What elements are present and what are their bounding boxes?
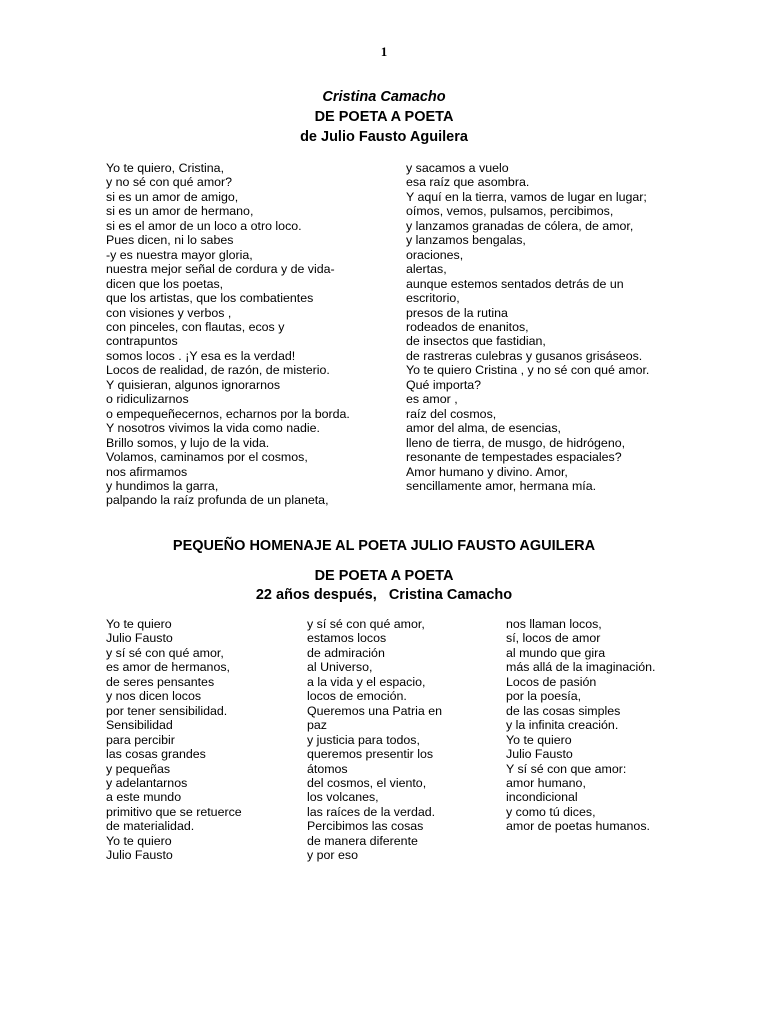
- poem-line: y pequeñas: [106, 761, 171, 776]
- poem2-column-2: [307, 617, 442, 863]
- poem-line: Volamos, caminamos por el cosmos,: [106, 450, 308, 465]
- poem-line: Locos de pasión: [506, 674, 597, 689]
- poem-line: raíz del cosmos,: [406, 406, 497, 421]
- poem-line: y como tú dices,: [506, 804, 596, 819]
- poem-line: lleno de tierra, de musgo, de hidrógeno,: [406, 435, 626, 450]
- poem-line: primitivo que se retuerce: [106, 804, 242, 819]
- poem-line: para percibir: [106, 732, 175, 747]
- poem-line: Y sí sé con que amor:: [506, 761, 627, 776]
- poem-line: de las cosas simples: [506, 703, 621, 718]
- poem-line: aunque estemos sentados detrás de un: [406, 276, 624, 291]
- poem2-heading: PEQUEÑO HOMENAJE AL POETA JULIO FAUSTO AGUILERA: [172, 538, 596, 554]
- poem-line: amor humano,: [506, 775, 586, 790]
- poem-line: somos locos . ¡Y esa es la verdad!: [106, 348, 296, 363]
- poem1-right-column: [406, 161, 649, 493]
- poem-line: esa raíz que asombra.: [406, 175, 530, 190]
- poem-line: paz: [307, 718, 327, 733]
- poem2-subtitle: 22 años después, Cristina Camacho: [255, 587, 513, 603]
- poem-line: oraciones,: [406, 247, 464, 262]
- poem2-column-1: [106, 617, 242, 863]
- poem-line: Brillo somos, y lujo de la vida.: [106, 435, 270, 450]
- poem-line: es amor ,: [406, 392, 458, 407]
- poem-line: nuestra mejor señal de cordura y de vida-: [106, 262, 335, 277]
- poem-line: Amor humano y divino. Amor,: [406, 464, 568, 479]
- poem-line: o empequeñecernos, echarnos por la borda.: [106, 406, 350, 421]
- poem-line: palpando la raíz profunda de un planeta,: [106, 493, 329, 508]
- poem-line: Qué importa?: [406, 377, 482, 392]
- poem-line: que los artistas, que los combatientes: [106, 291, 314, 306]
- poem-line: de admiración: [307, 645, 385, 660]
- poem-line: dicen que los poetas,: [106, 276, 224, 291]
- poem-line: los volcanes,: [307, 790, 379, 805]
- poem-line: presos de la rutina: [406, 305, 508, 320]
- poem-line: Queremos una Patria en: [307, 703, 442, 718]
- poem-line: Locos de realidad, de razón, de misterio.: [106, 363, 330, 378]
- poem-line: y hundimos la garra,: [106, 478, 219, 493]
- poem-line: Yo te quiero: [506, 732, 572, 747]
- poem-line: y la infinita creación.: [506, 718, 619, 733]
- poem-line: alertas,: [406, 262, 447, 277]
- poem-line: por tener sensibilidad.: [106, 703, 228, 718]
- poem-line: Yo te quiero Cristina , y no sé con qué amor.: [406, 363, 650, 378]
- poem-line: amor del alma, de esencias,: [406, 421, 561, 436]
- page-number: 1: [380, 44, 388, 59]
- poem-line: al Universo,: [307, 660, 373, 675]
- poem-line: nos afirmamos: [106, 464, 188, 479]
- poem-line: nos llaman locos,: [506, 617, 602, 631]
- poem-line: Yo te quiero: [106, 617, 172, 631]
- poem1-author: Cristina Camacho: [322, 89, 446, 105]
- poem-line: y adelantarnos: [106, 775, 188, 790]
- poem-line: y nos dicen locos: [106, 689, 202, 704]
- poem-line: las raíces de la verdad.: [307, 804, 436, 819]
- poem-line: y lanzamos bengalas,: [406, 233, 526, 248]
- poem1-left-column: [106, 161, 350, 508]
- poem-line: Julio Fausto: [106, 848, 173, 863]
- poem-line: Yo te quiero, Cristina,: [106, 161, 225, 175]
- poem-line: si es un amor de hermano,: [106, 204, 254, 219]
- poem-line: Pues dicen, ni lo sabes: [106, 233, 234, 248]
- poem-line: contrapuntos: [106, 334, 178, 349]
- poem-line: incondicional: [506, 790, 578, 805]
- poem-line: Y nosotros vivimos la vida como nadie.: [106, 421, 320, 436]
- poem-line: por la poesía,: [506, 689, 582, 704]
- poem-line: queremos presentir los: [307, 747, 434, 762]
- poem-line: es amor de hermanos,: [106, 660, 230, 675]
- poem-line: resonante de tempestades espaciales?: [406, 450, 622, 465]
- poem-line: del cosmos, el viento,: [307, 775, 427, 790]
- poem-line: o ridiculizarnos: [106, 392, 189, 407]
- poem-line: y sí sé con qué amor,: [307, 617, 425, 631]
- poem2-column-3: [506, 617, 655, 834]
- poem-line: con pinceles, con flautas, ecos y: [106, 319, 285, 334]
- poem-line: las cosas grandes: [106, 747, 206, 762]
- poem-line: amor de poetas humanos.: [506, 819, 650, 834]
- poem-line: escritorio,: [406, 291, 460, 306]
- poem-line: al mundo que gira: [506, 645, 606, 660]
- poem-line: átomos: [307, 761, 348, 776]
- poem-line: más allá de la imaginación.: [506, 660, 656, 675]
- poem-line: si es el amor de un loco a otro loco.: [106, 218, 302, 233]
- poem-line: a la vida y el espacio,: [307, 674, 426, 689]
- poem-line: de insectos que fastidian,: [406, 334, 546, 349]
- poem-line: Y aquí en la tierra, vamos de lugar en lugar;: [406, 189, 647, 204]
- poem-line: Yo te quiero: [106, 833, 172, 848]
- poem-line: Sensibilidad: [106, 718, 173, 733]
- poem-line: de materialidad.: [106, 819, 195, 834]
- poem-line: y sí sé con qué amor,: [106, 645, 224, 660]
- poem-line: de manera diferente: [307, 833, 418, 848]
- poem-line: y no sé con qué amor?: [106, 175, 233, 190]
- poem-line: a este mundo: [106, 790, 182, 805]
- poem-line: -y es nuestra mayor gloria,: [106, 247, 253, 262]
- poem-line: y sacamos a vuelo: [406, 161, 509, 175]
- poem1-dedication: de Julio Fausto Aguilera: [300, 129, 468, 145]
- poem-line: con visiones y verbos ,: [106, 305, 232, 320]
- poem2-title: DE POETA A POETA: [314, 568, 454, 584]
- poem-line: de rastreras culebras y gusanos grisáseos.: [406, 348, 643, 363]
- poem-line: y por eso: [307, 848, 358, 863]
- poem-line: rodeados de enanitos,: [406, 319, 529, 334]
- poem-line: de seres pensantes: [106, 674, 215, 689]
- poem-line: sí, locos de amor: [506, 631, 601, 646]
- poem-line: estamos locos: [307, 631, 387, 646]
- poem-line: y lanzamos granadas de cólera, de amor,: [406, 218, 634, 233]
- poem-line: Y quisieran, algunos ignorarnos: [106, 377, 281, 392]
- poem-line: locos de emoción.: [307, 689, 407, 704]
- poem-line: si es un amor de amigo,: [106, 189, 239, 204]
- poem-line: oímos, vemos, pulsamos, percibimos,: [406, 204, 614, 219]
- poem-line: Julio Fausto: [106, 631, 173, 646]
- poem1-title: DE POETA A POETA: [314, 109, 454, 125]
- poem-line: Julio Fausto: [506, 747, 573, 762]
- poem-line: Percibimos las cosas: [307, 819, 424, 834]
- poem-line: y justicia para todos,: [307, 732, 420, 747]
- poem-line: sencillamente amor, hermana mía.: [406, 478, 597, 493]
